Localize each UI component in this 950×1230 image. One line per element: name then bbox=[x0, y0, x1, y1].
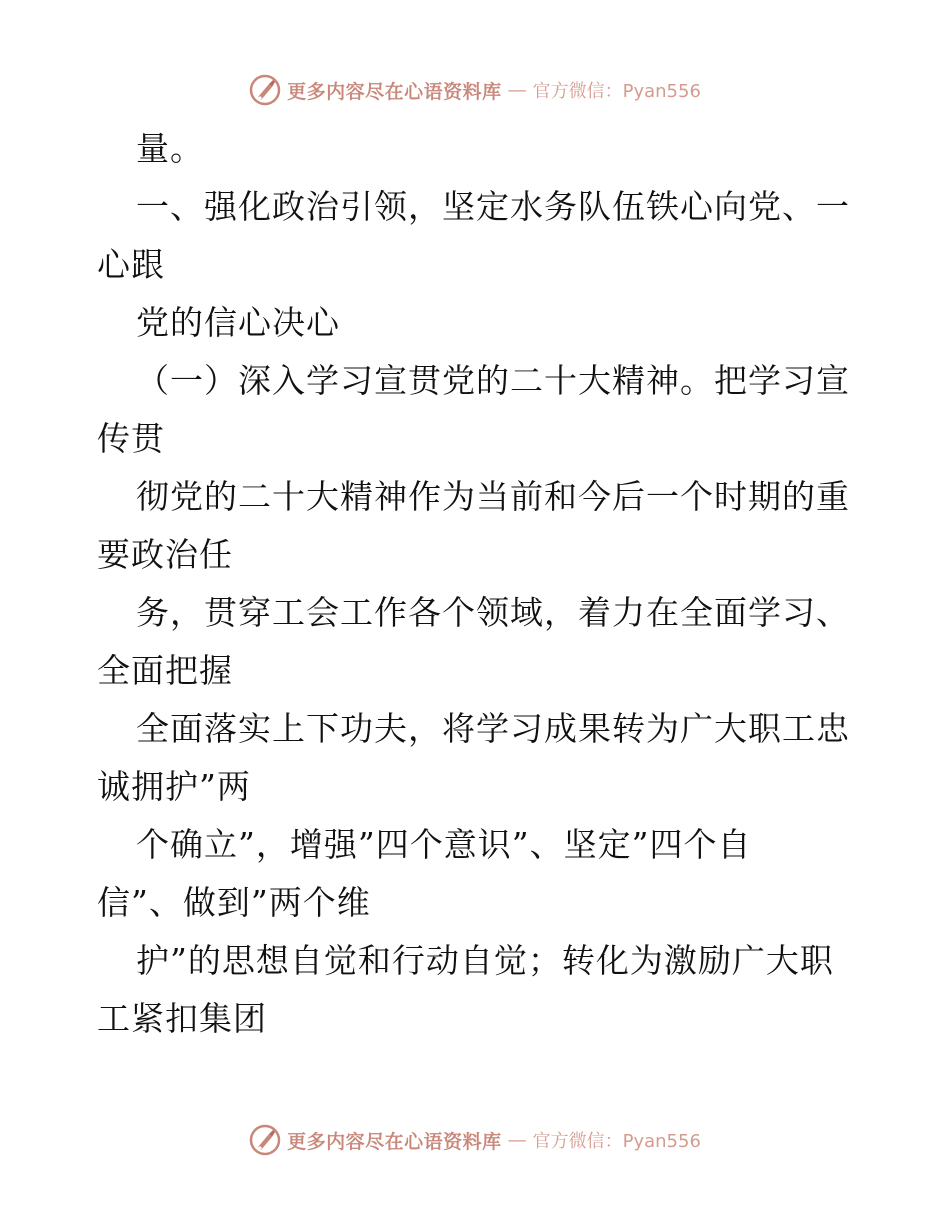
fountain-pen-logo-icon bbox=[249, 74, 281, 106]
body-line-wrap: 工紧扣集团 bbox=[97, 999, 267, 1038]
subsection-heading-line: （一）深入学习宣贯党的二十大精神。把学习宣 bbox=[136, 361, 850, 400]
body-line-wrap: 信”、做到”两个维 bbox=[97, 883, 371, 922]
footer-watermark-separator: — bbox=[507, 1129, 527, 1151]
header-watermark-text: 更多内容尽在心语资料库 bbox=[287, 80, 502, 103]
section-heading-line-wrap: 心跟 bbox=[97, 245, 165, 284]
body-line: 务，贯穿工会工作各个领域，着力在全面学习、 bbox=[136, 593, 850, 632]
body-line-wrap: 诚拥护”两 bbox=[97, 767, 251, 806]
body-line-wrap: 要政治任 bbox=[97, 535, 233, 574]
body-line: 个确立”，增强”四个意识”、坚定”四个自 bbox=[136, 825, 752, 864]
body-line: 全面落实上下功夫，将学习成果转为广大职工忠 bbox=[136, 709, 850, 748]
section-heading-line-cont: 党的信心决心 bbox=[136, 303, 340, 342]
fountain-pen-logo-icon bbox=[249, 1124, 281, 1156]
body-line-wrap: 全面把握 bbox=[97, 651, 233, 690]
footer-watermark-text: 更多内容尽在心语资料库 bbox=[287, 1130, 502, 1153]
document-body bbox=[97, 120, 857, 1048]
body-line-wrap: 传贯 bbox=[97, 419, 165, 458]
body-line: 护”的思想自觉和行动自觉；转化为激励广大职 bbox=[136, 941, 834, 980]
footer-watermark bbox=[0, 1120, 950, 1160]
header-watermark-wechat: 官方微信：Pyan556 bbox=[532, 81, 701, 102]
section-heading-line: 一、强化政治引领，坚定水务队伍铁心向党、一 bbox=[136, 187, 850, 226]
body-line: 彻党的二十大精神作为当前和今后一个时期的重 bbox=[136, 477, 850, 516]
body-line: 量。 bbox=[136, 129, 204, 168]
header-watermark bbox=[0, 70, 950, 110]
footer-watermark-wechat: 官方微信：Pyan556 bbox=[532, 1131, 701, 1152]
header-watermark-separator: — bbox=[507, 79, 527, 101]
